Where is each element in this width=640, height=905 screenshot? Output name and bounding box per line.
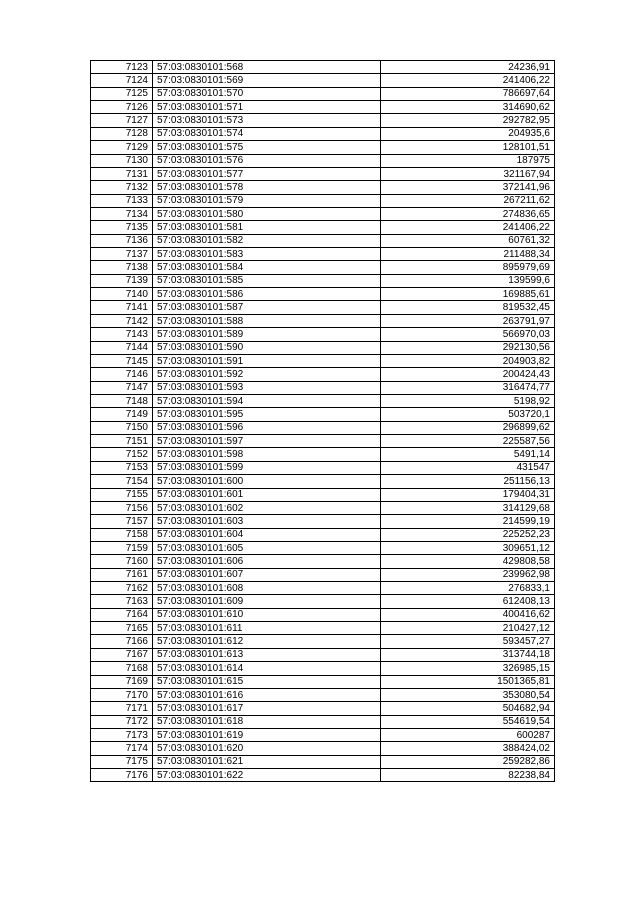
table-row: [91, 582, 555, 595]
row-number-cell: 7146: [91, 368, 153, 381]
table-row: [91, 755, 555, 768]
cadastral-number-cell: 57:03:0830101:589: [153, 328, 381, 341]
cadastral-number-cell: 57:03:0830101:603: [153, 515, 381, 528]
table-row: [91, 742, 555, 755]
cadastral-number-cell: 57:03:0830101:604: [153, 528, 381, 541]
value-cell: 200424,43: [381, 368, 555, 381]
row-number-cell: 7137: [91, 248, 153, 261]
row-number-cell: 7138: [91, 261, 153, 274]
cadastral-number-cell: 57:03:0830101:570: [153, 87, 381, 100]
table-row: [91, 608, 555, 621]
row-number-cell: 7149: [91, 408, 153, 421]
cadastral-number-cell: 57:03:0830101:601: [153, 488, 381, 501]
value-cell: 321167,94: [381, 167, 555, 180]
row-number-cell: 7127: [91, 114, 153, 127]
table-row: [91, 181, 555, 194]
row-number-cell: 7162: [91, 582, 153, 595]
value-cell: 187975: [381, 154, 555, 167]
table-row: [91, 87, 555, 100]
cadastral-number-cell: 57:03:0830101:615: [153, 675, 381, 688]
cadastral-number-cell: 57:03:0830101:579: [153, 194, 381, 207]
cadastral-number-cell: 57:03:0830101:620: [153, 742, 381, 755]
row-number-cell: 7135: [91, 221, 153, 234]
cadastral-number-cell: 57:03:0830101:621: [153, 755, 381, 768]
table-row: [91, 234, 555, 247]
value-cell: 128101,51: [381, 141, 555, 154]
value-cell: 292130,56: [381, 341, 555, 354]
cadastral-number-cell: 57:03:0830101:596: [153, 421, 381, 434]
cadastral-number-cell: 57:03:0830101:594: [153, 394, 381, 407]
row-number-cell: 7144: [91, 341, 153, 354]
row-number-cell: 7170: [91, 688, 153, 701]
table-row: [91, 501, 555, 514]
table-row: [91, 207, 555, 220]
table-row: [91, 475, 555, 488]
row-number-cell: 7140: [91, 288, 153, 301]
table-row: [91, 248, 555, 261]
row-number-cell: 7136: [91, 234, 153, 247]
value-cell: 316474,77: [381, 381, 555, 394]
row-number-cell: 7165: [91, 622, 153, 635]
cadastral-number-cell: 57:03:0830101:586: [153, 288, 381, 301]
table-row: [91, 688, 555, 701]
table-row: [91, 435, 555, 448]
table-row: [91, 167, 555, 180]
cadastral-number-cell: 57:03:0830101:617: [153, 702, 381, 715]
value-cell: 503720,1: [381, 408, 555, 421]
row-number-cell: 7176: [91, 769, 153, 782]
table-row: [91, 515, 555, 528]
value-cell: 326985,15: [381, 662, 555, 675]
cadastral-number-cell: 57:03:0830101:585: [153, 274, 381, 287]
value-cell: 5491,14: [381, 448, 555, 461]
value-cell: 241406,22: [381, 221, 555, 234]
value-cell: 214599,19: [381, 515, 555, 528]
table-row: [91, 408, 555, 421]
cadastral-number-cell: 57:03:0830101:568: [153, 61, 381, 74]
value-cell: 504682,94: [381, 702, 555, 715]
row-number-cell: 7145: [91, 354, 153, 367]
table-row: [91, 662, 555, 675]
row-number-cell: 7129: [91, 141, 153, 154]
row-number-cell: 7153: [91, 461, 153, 474]
row-number-cell: 7130: [91, 154, 153, 167]
table-row: [91, 448, 555, 461]
value-cell: 600287: [381, 728, 555, 741]
cadastral-value-table: [90, 60, 555, 782]
value-cell: 251156,13: [381, 475, 555, 488]
value-cell: 204935,6: [381, 127, 555, 140]
table-row: [91, 675, 555, 688]
row-number-cell: 7139: [91, 274, 153, 287]
row-number-cell: 7132: [91, 181, 153, 194]
value-cell: 241406,22: [381, 74, 555, 87]
table-row: [91, 568, 555, 581]
value-cell: 309651,12: [381, 541, 555, 554]
cadastral-number-cell: 57:03:0830101:613: [153, 648, 381, 661]
value-cell: 169885,61: [381, 288, 555, 301]
value-cell: 24236,91: [381, 61, 555, 74]
row-number-cell: 7126: [91, 101, 153, 114]
value-cell: 819532,45: [381, 301, 555, 314]
cadastral-number-cell: 57:03:0830101:622: [153, 769, 381, 782]
value-cell: 263791,97: [381, 314, 555, 327]
table-row: [91, 314, 555, 327]
value-cell: 82238,84: [381, 769, 555, 782]
row-number-cell: 7169: [91, 675, 153, 688]
value-cell: 388424,02: [381, 742, 555, 755]
value-cell: 292782,95: [381, 114, 555, 127]
value-cell: 554619,54: [381, 715, 555, 728]
table-row: [91, 301, 555, 314]
table-row: [91, 328, 555, 341]
table-row: [91, 194, 555, 207]
value-cell: 60761,32: [381, 234, 555, 247]
row-number-cell: 7133: [91, 194, 153, 207]
cadastral-number-cell: 57:03:0830101:602: [153, 501, 381, 514]
cadastral-number-cell: 57:03:0830101:619: [153, 728, 381, 741]
row-number-cell: 7155: [91, 488, 153, 501]
table-row: [91, 154, 555, 167]
value-cell: 267211,62: [381, 194, 555, 207]
cadastral-number-cell: 57:03:0830101:569: [153, 74, 381, 87]
table-row: [91, 61, 555, 74]
row-number-cell: 7125: [91, 87, 153, 100]
row-number-cell: 7171: [91, 702, 153, 715]
table-row: [91, 127, 555, 140]
table-row: [91, 221, 555, 234]
value-cell: 593457,27: [381, 635, 555, 648]
row-number-cell: 7131: [91, 167, 153, 180]
table-row: [91, 394, 555, 407]
value-cell: 566970,03: [381, 328, 555, 341]
value-cell: 259282,86: [381, 755, 555, 768]
value-cell: 179404,31: [381, 488, 555, 501]
row-number-cell: 7159: [91, 541, 153, 554]
cadastral-number-cell: 57:03:0830101:610: [153, 608, 381, 621]
cadastral-number-cell: 57:03:0830101:591: [153, 354, 381, 367]
row-number-cell: 7141: [91, 301, 153, 314]
row-number-cell: 7124: [91, 74, 153, 87]
cadastral-number-cell: 57:03:0830101:593: [153, 381, 381, 394]
value-cell: 225252,23: [381, 528, 555, 541]
value-cell: 431547: [381, 461, 555, 474]
cadastral-number-cell: 57:03:0830101:592: [153, 368, 381, 381]
value-cell: 1501365,81: [381, 675, 555, 688]
row-number-cell: 7143: [91, 328, 153, 341]
value-cell: 139599,6: [381, 274, 555, 287]
cadastral-number-cell: 57:03:0830101:575: [153, 141, 381, 154]
table-row: [91, 635, 555, 648]
row-number-cell: 7148: [91, 394, 153, 407]
value-cell: 210427,12: [381, 622, 555, 635]
cadastral-number-cell: 57:03:0830101:600: [153, 475, 381, 488]
row-number-cell: 7168: [91, 662, 153, 675]
cadastral-number-cell: 57:03:0830101:599: [153, 461, 381, 474]
cadastral-number-cell: 57:03:0830101:609: [153, 595, 381, 608]
cadastral-number-cell: 57:03:0830101:608: [153, 582, 381, 595]
cadastral-number-cell: 57:03:0830101:577: [153, 167, 381, 180]
cadastral-number-cell: 57:03:0830101:576: [153, 154, 381, 167]
table-row: [91, 341, 555, 354]
table-row: [91, 728, 555, 741]
row-number-cell: 7128: [91, 127, 153, 140]
value-cell: 895979,69: [381, 261, 555, 274]
table-row: [91, 368, 555, 381]
row-number-cell: 7167: [91, 648, 153, 661]
cadastral-number-cell: 57:03:0830101:580: [153, 207, 381, 220]
value-cell: 353080,54: [381, 688, 555, 701]
row-number-cell: 7161: [91, 568, 153, 581]
value-cell: 204903,82: [381, 354, 555, 367]
row-number-cell: 7174: [91, 742, 153, 755]
cadastral-number-cell: 57:03:0830101:595: [153, 408, 381, 421]
cadastral-number-cell: 57:03:0830101:581: [153, 221, 381, 234]
row-number-cell: 7160: [91, 555, 153, 568]
table-row: [91, 354, 555, 367]
table-row: [91, 555, 555, 568]
value-cell: 5198,92: [381, 394, 555, 407]
cadastral-number-cell: 57:03:0830101:597: [153, 435, 381, 448]
table-row: [91, 274, 555, 287]
cadastral-number-cell: 57:03:0830101:573: [153, 114, 381, 127]
value-cell: 612408,13: [381, 595, 555, 608]
table-row: [91, 261, 555, 274]
table-row: [91, 488, 555, 501]
row-number-cell: 7156: [91, 501, 153, 514]
table-row: [91, 702, 555, 715]
row-number-cell: 7123: [91, 61, 153, 74]
row-number-cell: 7173: [91, 728, 153, 741]
table-row: [91, 595, 555, 608]
value-cell: 274836,65: [381, 207, 555, 220]
row-number-cell: 7172: [91, 715, 153, 728]
table-row: [91, 101, 555, 114]
cadastral-number-cell: 57:03:0830101:574: [153, 127, 381, 140]
row-number-cell: 7150: [91, 421, 153, 434]
cadastral-number-cell: 57:03:0830101:607: [153, 568, 381, 581]
cadastral-number-cell: 57:03:0830101:590: [153, 341, 381, 354]
table-row: [91, 461, 555, 474]
table-row: [91, 288, 555, 301]
cadastral-number-cell: 57:03:0830101:614: [153, 662, 381, 675]
value-cell: 400416,62: [381, 608, 555, 621]
row-number-cell: 7152: [91, 448, 153, 461]
table-row: [91, 541, 555, 554]
cadastral-number-cell: 57:03:0830101:598: [153, 448, 381, 461]
cadastral-number-cell: 57:03:0830101:605: [153, 541, 381, 554]
cadastral-number-cell: 57:03:0830101:618: [153, 715, 381, 728]
row-number-cell: 7157: [91, 515, 153, 528]
value-cell: 211488,34: [381, 248, 555, 261]
table-row: [91, 421, 555, 434]
cadastral-number-cell: 57:03:0830101:616: [153, 688, 381, 701]
value-cell: 314690,62: [381, 101, 555, 114]
cadastral-number-cell: 57:03:0830101:606: [153, 555, 381, 568]
value-cell: 313744,18: [381, 648, 555, 661]
row-number-cell: 7147: [91, 381, 153, 394]
row-number-cell: 7164: [91, 608, 153, 621]
table-row: [91, 715, 555, 728]
row-number-cell: 7154: [91, 475, 153, 488]
row-number-cell: 7142: [91, 314, 153, 327]
cadastral-number-cell: 57:03:0830101:583: [153, 248, 381, 261]
value-cell: 225587,56: [381, 435, 555, 448]
row-number-cell: 7163: [91, 595, 153, 608]
cadastral-number-cell: 57:03:0830101:611: [153, 622, 381, 635]
row-number-cell: 7175: [91, 755, 153, 768]
table-row: [91, 769, 555, 782]
table-row: [91, 74, 555, 87]
table-row: [91, 648, 555, 661]
table-row: [91, 114, 555, 127]
row-number-cell: 7166: [91, 635, 153, 648]
value-cell: 239962,98: [381, 568, 555, 581]
cadastral-number-cell: 57:03:0830101:584: [153, 261, 381, 274]
cadastral-number-cell: 57:03:0830101:582: [153, 234, 381, 247]
value-cell: 296899,62: [381, 421, 555, 434]
value-cell: 372141,96: [381, 181, 555, 194]
row-number-cell: 7151: [91, 435, 153, 448]
table-row: [91, 141, 555, 154]
table-row: [91, 528, 555, 541]
value-cell: 314129,68: [381, 501, 555, 514]
table-row: [91, 381, 555, 394]
table-body: [91, 61, 555, 782]
table-row: [91, 622, 555, 635]
row-number-cell: 7158: [91, 528, 153, 541]
cadastral-number-cell: 57:03:0830101:612: [153, 635, 381, 648]
cadastral-number-cell: 57:03:0830101:587: [153, 301, 381, 314]
row-number-cell: 7134: [91, 207, 153, 220]
value-cell: 429808,58: [381, 555, 555, 568]
value-cell: 276833,1: [381, 582, 555, 595]
cadastral-number-cell: 57:03:0830101:578: [153, 181, 381, 194]
cadastral-number-cell: 57:03:0830101:571: [153, 101, 381, 114]
cadastral-number-cell: 57:03:0830101:588: [153, 314, 381, 327]
value-cell: 786697,64: [381, 87, 555, 100]
